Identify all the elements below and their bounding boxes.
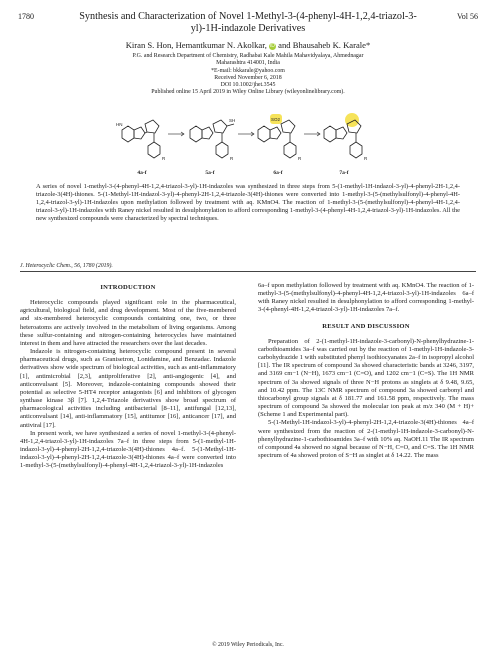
author-email[interactable]: *E-mail: bkkarale@yahoo.com: [211, 68, 285, 74]
compound-label: 4a-f: [137, 170, 147, 176]
structure-7: [324, 120, 362, 158]
graphical-abstract-scheme: [112, 100, 384, 180]
arrow-2: [238, 132, 254, 136]
compound-label: 7a-f: [339, 170, 349, 176]
arrow-3: [304, 132, 320, 136]
results-heading: RESULT AND DISCUSSION: [322, 322, 410, 330]
left-column: [20, 282, 236, 470]
group-label-nh: HN: [116, 122, 123, 127]
introduction-heading: INTRODUCTION: [100, 284, 156, 291]
substituent-label: R: [230, 156, 234, 161]
intro-paragraph-1: Heterocyclic compounds played significant role in the pharmaceutical, agricultural, biological field, and drug development. Most of the five-membered and six-membered heterocyclic compounds containing one, two, or three heteroatoms are actively involved in the metabolism of living organisms. Among these sulfur-containing and nitrogen-containing heterocycles have maintained interest in them and have attracted the researchers over the last decades.: [20, 299, 236, 347]
group-label-sh: SH: [229, 118, 236, 123]
substituent-label: R: [298, 156, 302, 161]
authors-part-b: and Bhausaheb K. Karale*: [276, 40, 371, 50]
group-label-so2: SO2: [271, 117, 281, 122]
results-paragraph-1: Preparation of 2-(1-methyl-1H-indazole-3-carbonyl)-N-phenylhydrazine-1-carbothioamides 3a–f was carried out by the reaction of 1-methyl-1H-indazole-3-carbohydrazide 1 with substituted phenyl isothiocyanates 2a–f in isopropyl alcohol [11]. The IR spectrum of compound 3a showed characteristic bands at 3246, 3197, and 3169 cm−1 (N−H), 1673 cm−1 (C=O), and 1202 cm−1 (C=S). The 1H NMR spectrum of 3a showed signals of three N−H protons as singlets at δ 9.48, 9.65, and 10.42 ppm. The 13C NMR spectrum of compound 3a showed carbonyl and thiocarbonyl group signals at δ 181.77 and 161.58 ppm, respectively. The mass spectrum of compound 3a showed the molecular ion peak at m/z 340 (M + H)+ (Scheme 1 and Experimental part).: [258, 337, 474, 419]
doi-line[interactable]: DOI 10.1002/jhet.3545: [220, 82, 276, 88]
intro-paragraph-2: Indazole is nitrogen-containing heterocyclic compound present in several pharmaceutical drugs, such as Granisetron, Lonidamine, and Benzadac. Indazole derivatives show wide spectrum of biological activities, such as anti-inflammatory [1], antimicrobial [2,3], antiproliferative [2], anti-angiogenic [4], and anticonvulsant [5]. Moreover, indazole-containing compounds showed their potential as selective 5-HT4 receptor antagonists [6] and inhibitors of glycogen synthase kinase 3β [7]. 1,2,4-Triazole derivatives show broad spectrum of pharmacological activities including antibacterial [8–11], antifungal [12,13], anticonvulsant [14], anti-inflammatory [15], antitumor [16], anticancer [17], and antiviral [17].: [20, 348, 236, 429]
intro-continued-paragraph: 6a–f upon methylation followed by treatment with aq. KMnO4. The reaction of 1-methyl-3-(5-(methylsulfonyl)-4-phenyl-4H-1,2,4-triazol-3-yl)-1H-indazoles 6a–f with Raney nickel resulted in desulphonylation to afford corresponding 1-methyl-3-(4-phenyl-4H-1,2,4-triazol-3-yl)-1H-indazoles 7a–f.: [258, 282, 474, 314]
right-column: [258, 282, 474, 460]
structure-4: [122, 120, 160, 158]
article-title: Synthesis and Characterization of Novel 1-Methyl-3-(4-phenyl-4H-1,2,4-triazol-3-yl)-1H-indazole Derivatives: [79, 11, 417, 34]
compound-label: 5a-f: [205, 170, 215, 176]
section-divider: [20, 271, 476, 272]
page-number: 1780: [18, 12, 34, 21]
author-line: [40, 40, 456, 50]
received-date: Received November 6, 2018: [214, 75, 282, 81]
compound-label: 6a-f: [273, 170, 283, 176]
intro-paragraph-3: In present work, we have synthesized a series of novel 1-methyl-3-(4-phenyl-4H-1,2,4-triazol-3-yl)-1H-indazoles 7a–f in three steps from 5-(1-methyl-1H-indazol-3-yl)-4-phenyl-2H-1,2,4-triazole-3(4H)-thiones 4a–f. 5-(1-Methyl-1H-indazol-3-yl)-4-phenyl-2H-1,2,4-triazole-3(4H)-thiones 4a–f were converted into 1-methyl-3-(5-(methylsulfonyl)-4-phenyl-4H-1,2,4-triazol-3-yl)-1H-indazoles: [20, 429, 236, 470]
journal-citation: J. Heterocyclic Chem., 56, 1780 (2019).: [20, 263, 113, 269]
affiliation-line-2: Maharashtra 414001, India: [216, 60, 280, 66]
orcid-icon[interactable]: iD: [270, 43, 275, 49]
affiliation-line-1: P.G. and Research Department of Chemistry, Radhabai Kale Mahila Mahavidyalaya, Ahmednagar: [132, 53, 364, 59]
substituent-label: R: [364, 156, 368, 161]
authors-part-a: Kiran S. Hon, Hemantkumar N. Akolkar,: [125, 40, 270, 50]
substituent-label: R: [162, 156, 166, 161]
arrow-1: [168, 132, 184, 136]
structure-5: [190, 120, 234, 158]
results-paragraph-2: 5-(1-Methyl-1H-indazol-3-yl)-4-phenyl-2H-1,2,4-triazole-3(4H)-thiones 4a–f were synthesized from the reaction of 2-(1-methyl-1H-indazole-3-carbonyl)-N-phenylhydrazine-1-carbothioamides 3a–f with 10% aq. NaOH.11 The IR spectrum of compound 4a showed no signal because of N−H, C=O, and C=S. The 1H NMR spectrum of 4a showed proton of S−H as singlet at δ 14.22. The mass: [258, 419, 474, 459]
copyright-footer: © 2019 Wiley Periodicals, Inc.: [212, 642, 284, 648]
abstract: A series of novel 1-methyl-3-(4-phenyl-4H-1,2,4-triazol-3-yl)-1H-indazoles was synthesized in three steps from 5-(1-methyl-1H-indazol-3-yl)-4-phenyl-2H-1,2,4-triazole-3(4H)-thiones. 5-(1-Methyl-1H-indazol-3-yl)-4-phenyl-2H-1,2,4-triazole-3(4H)-thiones were converted into 1-methyl-3-(5-(methylsulfonyl)-4-phenyl-4H-1,2,4-triazol-3-yl)-1H-indazoles upon methylation followed by treatment with aq. KMnO4. The reaction of 1-methyl-3-(5-(methylsulfonyl)-4-phenyl-4H-1,2,4-triazol-3-yl)-1H-indazoles with Raney nickel resulted in desulphonylation to afford corresponding 1-methyl-3-(4-phenyl-4H-1,2,4-triazol-3-yl)-1H-indazoles. All the new synthesized compounds were characterized by spectral techniques.: [36, 183, 460, 222]
published-line: Published online 15 April 2019 in Wiley Online Library (wileyonlinelibrary.com).: [151, 89, 345, 95]
structure-6: [258, 120, 296, 158]
volume-label: Vol 56: [457, 12, 478, 21]
